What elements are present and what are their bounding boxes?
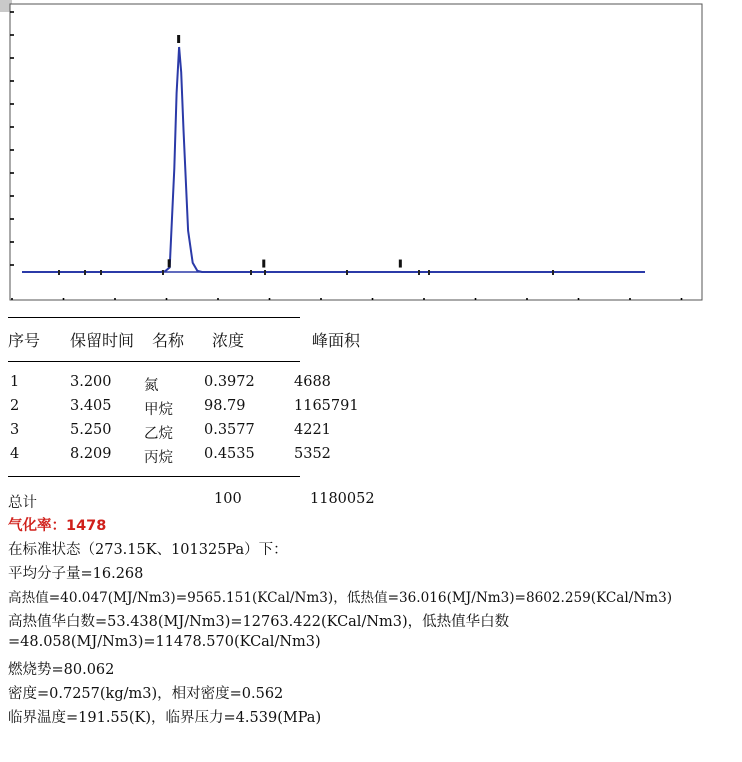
cell-rt: 8.209 <box>70 446 112 462</box>
table-row <box>0 422 742 444</box>
cell-area: 5352 <box>294 446 331 462</box>
header-name: 名称 <box>152 331 185 350</box>
table-top-rule <box>8 317 300 318</box>
plot-frame <box>10 4 702 300</box>
peak-label-mark <box>168 259 171 267</box>
wobbe-index-line-1: 高热值华白数=53.438(MJ/Nm3)=12763.422(KCal/Nm3)，低热值华白数 <box>8 614 510 630</box>
table-row <box>0 446 742 468</box>
combustion-potential: 燃烧势=80.062 <box>8 662 115 678</box>
cell-area: 4221 <box>294 422 331 438</box>
cell-no: 2 <box>10 398 20 414</box>
peak-label-mark <box>399 260 402 268</box>
cell-conc: 0.3972 <box>204 374 255 390</box>
baseline-marker <box>346 270 348 275</box>
table-header-rule <box>8 361 300 362</box>
baseline-marker <box>250 270 252 275</box>
cell-name: 氮 <box>144 378 159 394</box>
baseline-marker <box>58 270 60 275</box>
standard-condition: 在标准状态（273.15K、101325Pa）下： <box>8 542 288 558</box>
cell-area: 4688 <box>294 374 331 390</box>
cell-name: 乙烷 <box>144 426 173 442</box>
cell-name: 丙烷 <box>144 450 173 466</box>
cell-rt: 3.405 <box>70 398 112 414</box>
cell-area: 1165791 <box>294 398 359 414</box>
cell-conc: 0.4535 <box>204 446 255 462</box>
peak-label-mark <box>262 260 265 268</box>
baseline-marker <box>264 270 266 275</box>
table-bottom-rule <box>8 476 300 477</box>
wobbe-index-line-2: =48.058(MJ/Nm3)=11478.570(KCal/Nm3) <box>8 634 321 650</box>
cell-rt: 5.250 <box>70 422 112 438</box>
baseline-marker <box>428 270 430 275</box>
table-row <box>0 374 742 396</box>
header-area: 峰面积 <box>312 331 361 350</box>
cell-no: 4 <box>10 446 20 462</box>
total-conc: 100 <box>214 491 242 507</box>
header-no: 序号 <box>8 331 41 350</box>
cell-no: 1 <box>10 374 20 390</box>
cell-conc: 0.3577 <box>204 422 255 438</box>
header-rt: 保留时间 <box>70 331 135 350</box>
gasification-rate: 气化率：1478 <box>8 518 107 534</box>
table-row <box>0 398 742 420</box>
header-conc: 浓度 <box>212 331 245 350</box>
heating-values: 高热值=40.047(MJ/Nm3)=9565.151(KCal/Nm3)，低热值=36.016(MJ/Nm3)=8602.259(KCal/Nm3) <box>8 590 673 606</box>
baseline-marker <box>552 270 554 275</box>
baseline-marker <box>100 270 102 275</box>
density: 密度=0.7257(kg/m3)，相对密度=0.562 <box>8 686 284 702</box>
total-area: 1180052 <box>310 491 375 507</box>
peak-label-mark <box>177 35 180 43</box>
total-row <box>0 491 742 513</box>
baseline-marker <box>84 270 86 275</box>
cell-rt: 3.200 <box>70 374 112 390</box>
cell-name: 甲烷 <box>144 402 173 418</box>
critical-parameters: 临界温度=191.55(K)，临界压力=4.539(MPa) <box>8 710 322 726</box>
total-label: 总计 <box>8 495 37 511</box>
cell-conc: 98.79 <box>204 398 246 414</box>
average-molecular-weight: 平均分子量=16.268 <box>8 566 144 582</box>
chromatogram-chart <box>0 0 742 305</box>
baseline-marker <box>162 270 164 275</box>
baseline-marker <box>418 270 420 275</box>
cell-no: 3 <box>10 422 20 438</box>
